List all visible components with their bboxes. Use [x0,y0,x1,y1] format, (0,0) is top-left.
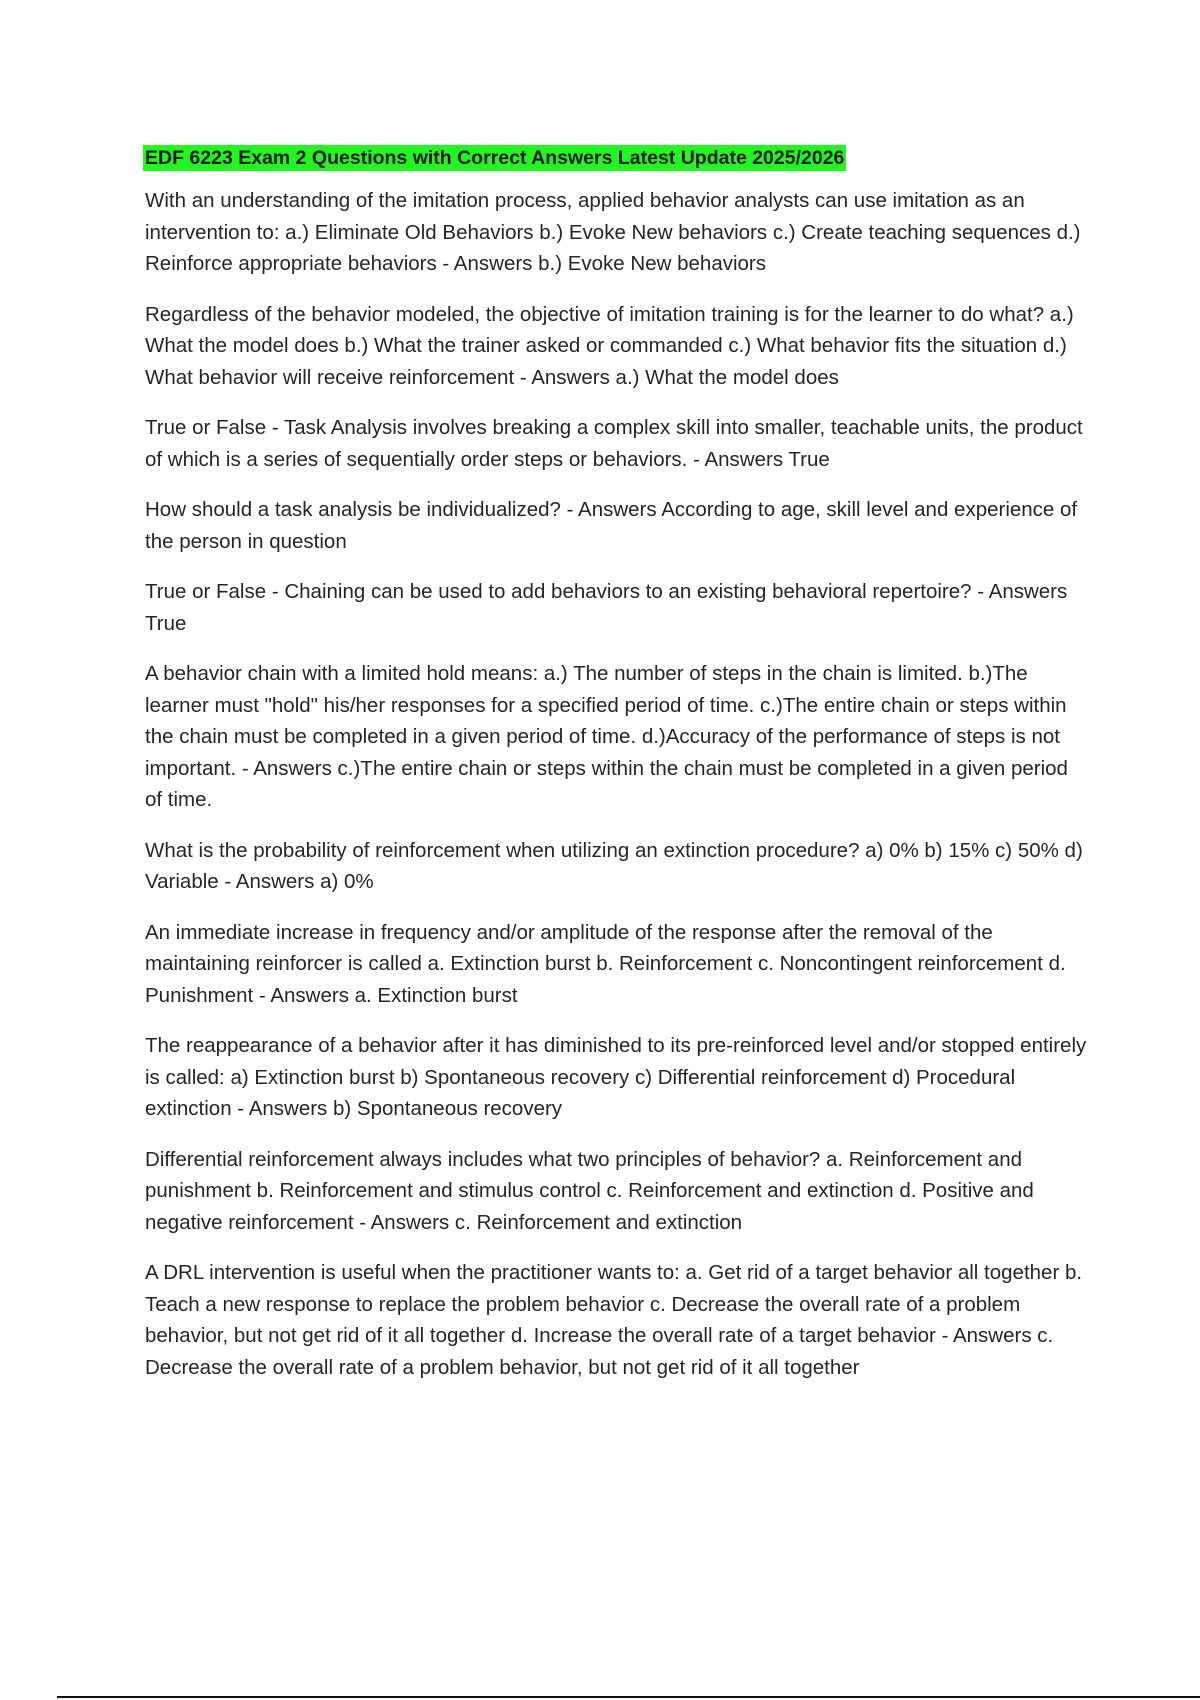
qa-item: A behavior chain with a limited hold means: a.) The number of steps in the chain is limited. b.)The learner must "hold" his/her responses for a specified period of time. c.)The entire chain or steps within the chain must be completed in a given period of time. d.)Accuracy of the performance of steps is not important. - Answers c.)The entire chain or steps within the chain must be completed in a given period of time. [145,662,1068,811]
qa-item: The reappearance of a behavior after it has diminished to its pre-reinforced level and/or stopped entirely is called: a) Extinction burst b) Spontaneous recovery c) Differential reinforcement d) Procedural extinction - Answers b) Spontaneous recovery [145,1034,1087,1120]
qa-item: A DRL intervention is useful when the practitioner wants to: a. Get rid of a target behavior all together b. Teach a new response to replace the problem behavior c. Decrease the overall rate of a problem behavior, but not get rid of it all together d. Increase the overall rate of a target behavior - Answers c. Decrease the overall rate of a problem behavior, but not get rid of it all together [145,1261,1083,1379]
qa-item: Differential reinforcement always includes what two principles of behavior? a. Reinforcement and punishment b. Reinforcement and stimulus control c. Reinforcement and extinction d. Positive and negative reinforcement - Answers c. Reinforcement and extinction [145,1147,1034,1234]
qa-item: An immediate increase in frequency and/or amplitude of the response after the removal of the maintaining reinforcer is called a. Extinction burst b. Reinforcement c. Noncontingent reinforcement d. Punishment - Answers a. Extinction burst [145,920,1066,1007]
qa-item: How should a task analysis be individualized? - Answers According to age, skill level and experience of the person in question [145,498,1078,553]
qa-item: True or False - Task Analysis involves breaking a complex skill into smaller, teachable units, the product of which is a series of sequentially order steps or behaviors. - Answers True [145,416,1083,471]
qa-item: True or False - Chaining can be used to add behaviors to an existing behavioral repertoire? - Answers True [145,580,1068,635]
qa-item: What is the probability of reinforcement when utilizing an extinction procedure? a) 0% b) 15% c) 50% d) Variable - Answers a) 0% [145,838,1083,893]
document-title: EDF 6223 Exam 2 Questions with Correct Answers Latest Update 2025/2026 [145,147,845,169]
qa-list [145,185,1090,1383]
qa-item: With an understanding of the imitation process, applied behavior analysts can use imitation as an intervention to: a.) Eliminate Old Behaviors b.) Evoke New behaviors c.) Create teaching sequences d.) Reinforce appropriate behaviors - Answers b.) Evoke New behaviors [145,189,1081,275]
footer-divider [57,1696,1200,1698]
document-content [145,145,1090,1402]
qa-item: Regardless of the behavior modeled, the objective of imitation training is for the learner to do what? a.) What the model does b.) What the trainer asked or commanded c.) What behavior fits the situation d.) What behavior will receive reinforcement - Answers a.) What the model does [145,302,1074,389]
